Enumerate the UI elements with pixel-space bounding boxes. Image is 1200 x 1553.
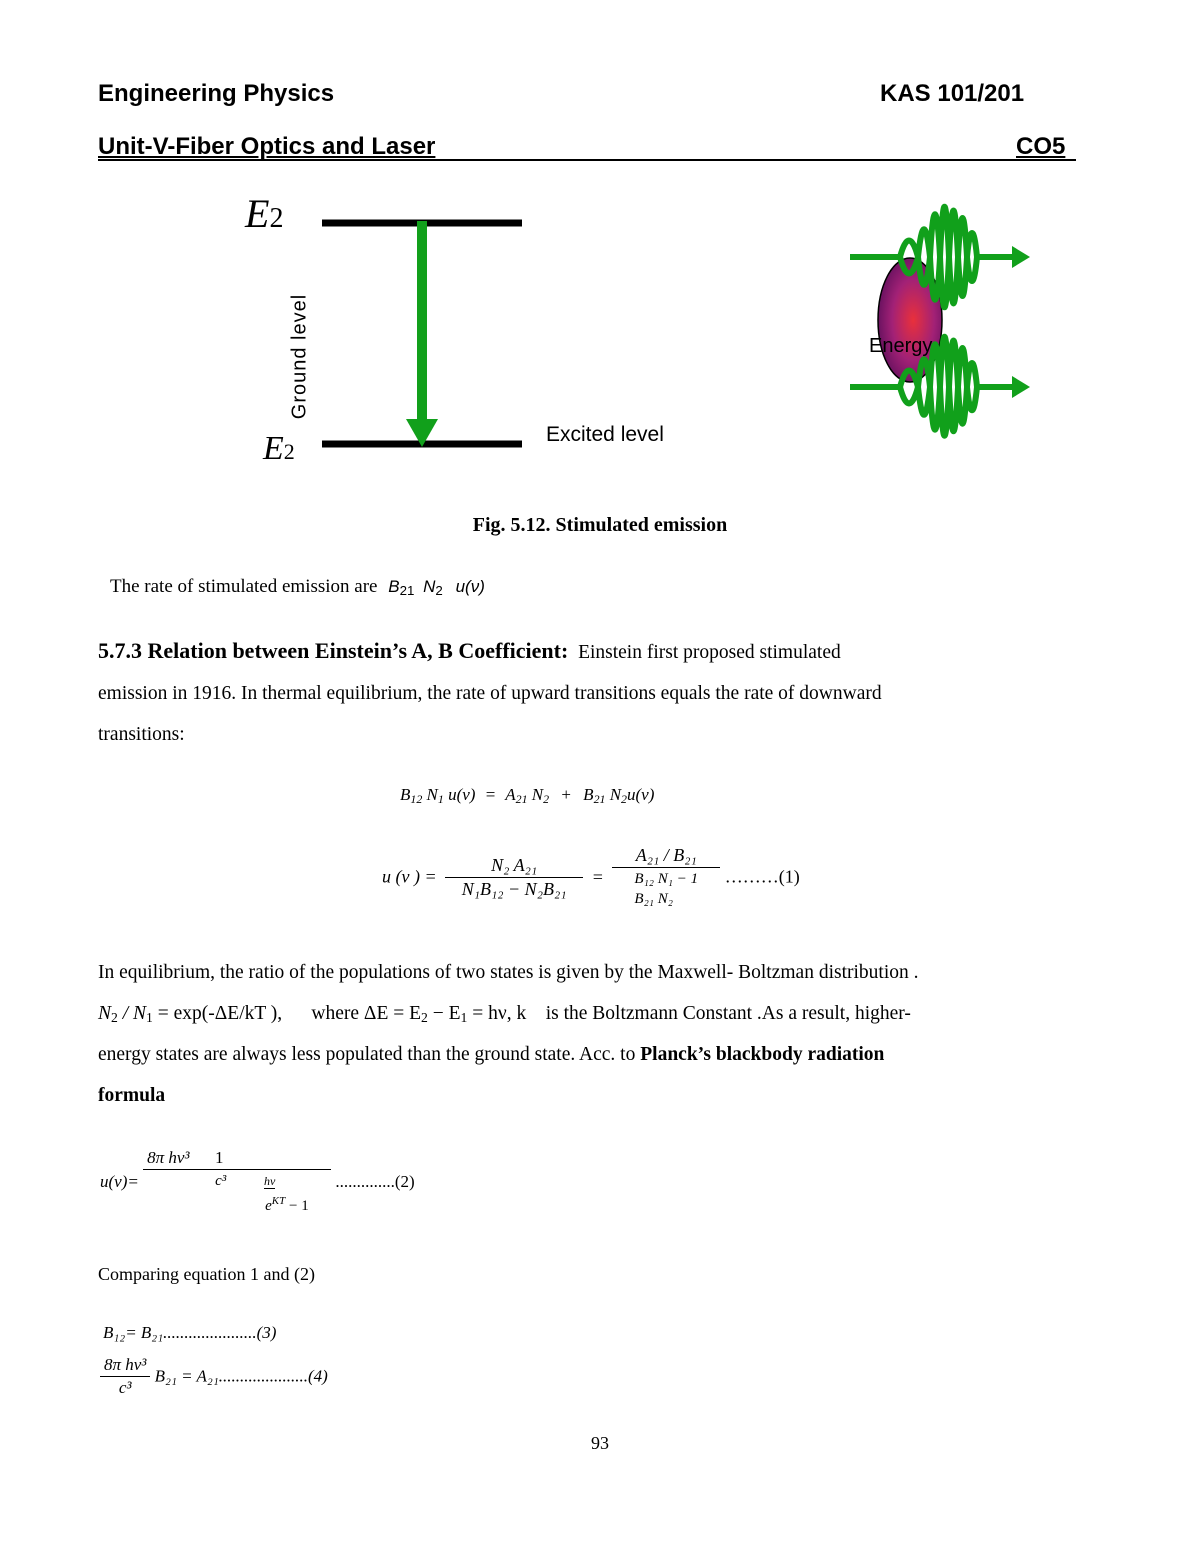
unit-title: Unit-V-Fiber Optics and Laser (98, 133, 436, 160)
section-heading: 5.7.3 Relation between Einstein’s A, B Coefficient: (98, 638, 569, 663)
balance-equation: $B_{12}$ $N_1$ $u(\nu) = A_{21}$ $N_2 + B_{21}$ $N_2u(\nu)$ (400, 785, 655, 806)
course-title: Engineering Physics (98, 80, 335, 107)
emitted-arrow-head (1012, 376, 1030, 398)
equation-4: $\frac{\text{8π hν³}}{\text{c³}}$ B₂₁ = A₂₁.....................(4) (100, 1355, 328, 1398)
course-outcome: CO5 (1016, 133, 1066, 160)
lower-level-label: E2 (263, 430, 295, 467)
section-paragraph (98, 630, 1102, 755)
ground-level-label: Ground level (288, 293, 311, 420)
paragraph-line-2: emission in 1916. In thermal equilibrium, the rate of upward transitions equals the rate of downward (98, 683, 882, 704)
paragraph-line-3: transitions: (98, 724, 185, 745)
header-rule (98, 159, 1076, 161)
incident-arrow-head (1012, 246, 1030, 268)
rate-line: The rate of stimulated emission are $B_{21}$ $N_2$ u(ν) (110, 576, 485, 598)
upper-level-label: E2 (245, 191, 284, 236)
incident-wave (850, 207, 1020, 257)
equation-1: u (ν ) = $\frac{\text{N₂ A₂₁}}{\text{N₁B₁₂ − N₂B₂₁}}$ = A₂₁ / B₂₁ B₁₂ N₁ − 1 B₂₁ N₂ ………(1) (382, 845, 800, 907)
excited-level-label: Excited level (546, 423, 664, 446)
equation-3: B₁₂= B₂₁......................(3) (103, 1323, 277, 1342)
figure-caption: Fig. 5.12. Stimulated emission (472, 514, 728, 536)
page-number: 93 (591, 1433, 609, 1453)
energy-label: Energy (869, 335, 933, 357)
emitted-wave-lower (900, 387, 977, 436)
equation-2: u(ν)= 8π hν³ 1 c³ hν $e^{KT} - 1$ ..............(2) (100, 1148, 415, 1214)
equilibrium-paragraph: In equilibrium, the ratio of the populations of two states is given by the Maxwell- Boltzman distribution . $N_2 / N_1 = \exp(-\Delta E/kT$ ), where $\Delta E = E_2 - E_1 = h\nu$, k is the Boltzmann Constant .As a result, higher- energy states are always less populated than the ground state. Acc. to Planck’s blackbody radiation formula (98, 962, 919, 1106)
paragraph-lead: Einstein first proposed stimulated (578, 642, 841, 663)
photon-diagram-svg (840, 180, 1040, 460)
photon-diagram (840, 180, 1040, 460)
comparing-text: Comparing equation 1 and (2) (98, 1264, 315, 1284)
course-code: KAS 101/201 (880, 80, 1025, 107)
emission-arrow-shaft (417, 221, 427, 431)
equilibrium-line-1: In equilibrium, the ratio of the populations of two states is given by the Maxwell- Boltzman distribution . (98, 962, 919, 983)
